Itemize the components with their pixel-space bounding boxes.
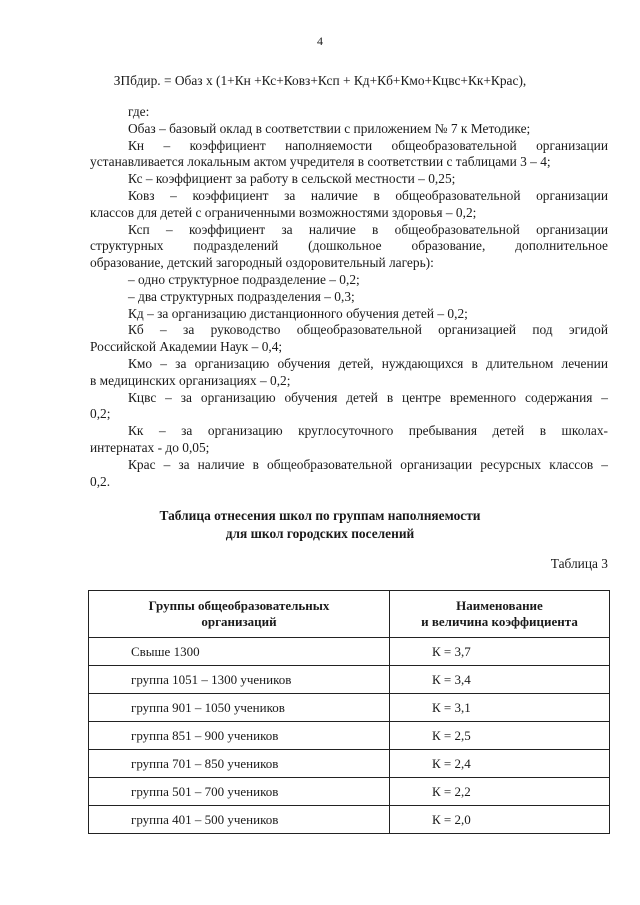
header-coefficient — [390, 591, 610, 638]
table-header-row — [89, 591, 610, 638]
table-label: Таблица 3 — [550, 556, 608, 571]
group-cell: группа 1051 – 1300 учеников — [89, 666, 390, 694]
table-row — [89, 750, 610, 778]
group-cell: группа 701 – 850 учеников — [89, 750, 390, 778]
coefficient-cell: К = 2,5 — [390, 722, 610, 750]
coefficient-cell: К = 2,0 — [390, 806, 610, 834]
def-kk-line1: Кк – за организацию круглосуточного пребывания детей в школах- — [128, 423, 608, 439]
coefficient-cell: К = 3,1 — [390, 694, 610, 722]
table-row — [89, 778, 610, 806]
def-kmo-line1: Кмо – за организацию обучения детей, нуждающихся в длительном лечении — [128, 355, 608, 371]
page-number: 4 — [317, 34, 323, 48]
def-ksp-line1: Ксп – коэффициент за наличие в общеобразовательной организации — [128, 221, 608, 237]
header-coefficient-line1: Наименование — [456, 598, 543, 613]
where-label: где: — [128, 104, 150, 119]
header-groups-line1: Группы общеобразовательных — [148, 598, 330, 613]
table-row — [89, 638, 610, 666]
fill-group-table — [88, 590, 610, 834]
def-kb-line2: Российской Академии Наук – 0,4; — [90, 339, 283, 355]
definitions-block — [90, 104, 608, 490]
def-kras-line1: Крас – за наличие в общеобразовательной организации ресурсных классов – — [128, 456, 608, 472]
def-kras-line2: 0,2. — [90, 473, 111, 489]
def-kovz-line2: классов для детей с ограниченными возможностями здоровья – 0,2; — [90, 204, 477, 220]
table-title-line-2: для школ городских поселений — [225, 526, 415, 541]
salary-formula: ЗПбдир. = Обаз х (1+Кн +Кс+Ковз+Ксп + Кд+Кб+Кмо+Кцвс+Кк+Крас), — [113, 73, 527, 88]
def-ksp-line3: образование, детский загородный оздоровительный лагерь): — [90, 255, 434, 271]
coefficient-cell: К = 2,4 — [390, 750, 610, 778]
def-kd: Кд – за организацию дистанционного обучения детей – 0,2; — [128, 305, 468, 321]
header-coefficient-line2: и величина коэффициента — [421, 614, 578, 629]
def-kn-line2: устанавливается локальным актом учредителя в соответствии с таблицами 3 – 4; — [90, 154, 551, 170]
header-groups-line2: организаций — [201, 614, 277, 629]
coefficient-cell: К = 3,7 — [390, 638, 610, 666]
group-cell: группа 901 – 1050 учеников — [89, 694, 390, 722]
def-ksp-line2: структурных подразделений (дошкольное образование, дополнительное — [90, 238, 608, 254]
def-ksp-option-1: – одно структурное подразделение – 0,2; — [128, 271, 360, 287]
def-kovz-line1: Ковз – коэффициент за наличие в общеобразовательной организации — [128, 187, 608, 203]
group-cell: группа 401 – 500 учеников — [89, 806, 390, 834]
def-kmo-line2: в медицинских организациях – 0,2; — [90, 372, 291, 388]
group-cell: группа 851 – 900 учеников — [89, 722, 390, 750]
def-kk-line2: интернатах - до 0,05; — [90, 439, 210, 455]
table-row — [89, 694, 610, 722]
header-groups — [89, 591, 390, 638]
def-kn-line1: Кн – коэффициент наполняемости общеобразовательной организации — [128, 137, 608, 153]
coefficient-cell: К = 3,4 — [390, 666, 610, 694]
table-row — [89, 666, 610, 694]
def-ksp-option-2: – два структурных подразделения – 0,3; — [128, 288, 355, 304]
table-row — [89, 722, 610, 750]
def-kb-line1: Кб – за руководство общеобразовательной организацией под эгидой — [128, 322, 608, 338]
table-row — [89, 806, 610, 834]
def-ks: Кс – коэффициент за работу в сельской местности – 0,25; — [128, 171, 456, 187]
def-kcvs-line1: Кцвс – за организацию обучения детей в центре временного содержания – — [128, 389, 608, 405]
table-title-line-1: Таблица отнесения школ по группам наполняемости — [159, 508, 481, 523]
coefficient-cell: К = 2,2 — [390, 778, 610, 806]
def-obaz: Обаз – базовый оклад в соответствии с приложением № 7 к Методике; — [128, 120, 531, 136]
def-kcvs-line2: 0,2; — [90, 406, 111, 422]
group-cell: Свыше 1300 — [89, 638, 390, 666]
group-cell: группа 501 – 700 учеников — [89, 778, 390, 806]
